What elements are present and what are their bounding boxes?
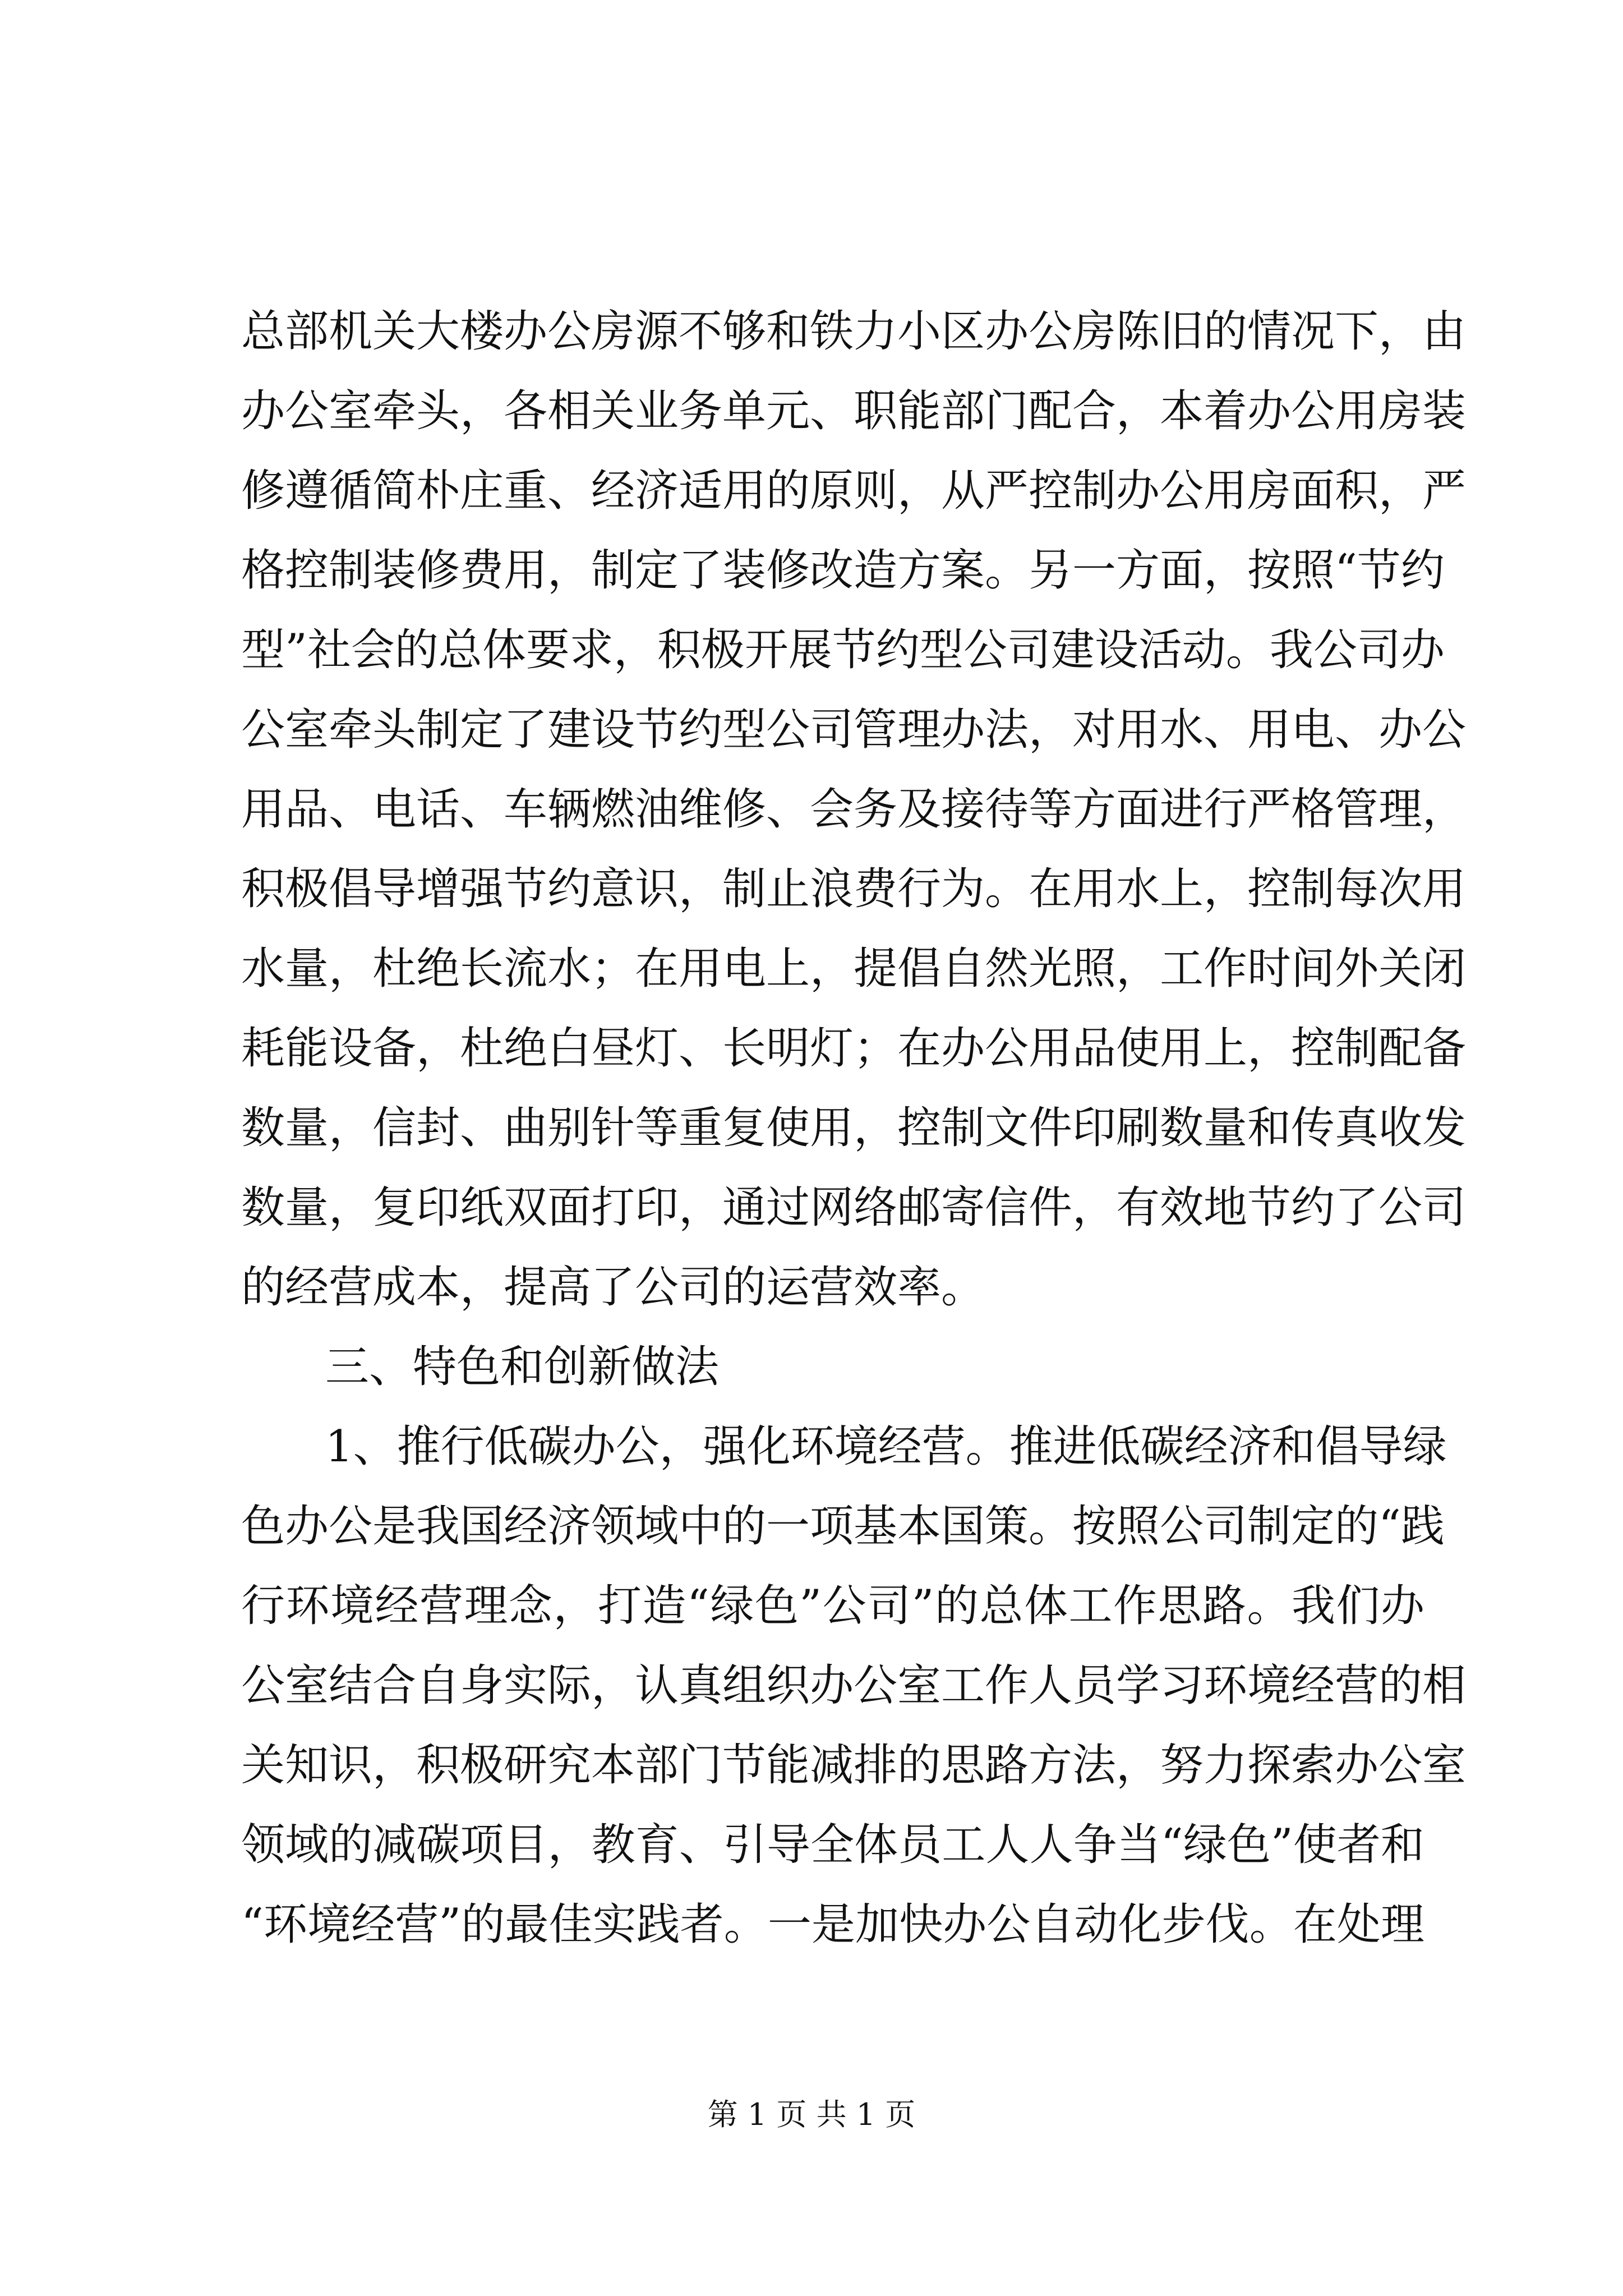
text-line: 领域的减碳项目，教育、引导全体员工人人争当“绿色”使者和	[241, 1820, 1424, 1870]
text-line: 总部机关大楼办公房源不够和铁力小区办公房陈旧的情况下，由	[241, 306, 1467, 357]
text-line: 修遵循简朴庄重、经济适用的原则，从严控制办公用房面积，严	[241, 466, 1467, 516]
text-line: “环境经营”的最佳实践者。一是加快办公自动化步伐。在处理	[241, 1899, 1424, 1950]
text-line: 积极倡导增强节约意识，制止浪费行为。在用水上，控制每次用	[241, 864, 1467, 914]
text-line: 数量，信封、曲别针等重复使用，控制文件印刷数量和传真收发	[241, 1103, 1467, 1153]
section-heading: 三、特色和创新做法	[325, 1342, 720, 1392]
page-number-footer: 第 1 页 共 1 页	[707, 2097, 916, 2132]
text-line: 型”社会的总体要求，积极开展节约型公司建设活动。我公司办	[241, 625, 1445, 675]
text-line: 公室牵头制定了建设节约型公司管理办法，对用水、用电、办公	[241, 705, 1467, 755]
text-line: 数量，复印纸双面打印，通过网络邮寄信件，有效地节约了公司	[241, 1182, 1467, 1233]
text-line: 行环境经营理念，打造“绿色”公司”的总体工作思路。我们办	[241, 1581, 1424, 1631]
text-line: 的经营成本，提高了公司的运营效率。	[241, 1262, 985, 1313]
text-line: 水量，杜绝长流水；在用电上，提倡自然光照，工作时间外关闭	[241, 944, 1467, 994]
text-line: 用品、电话、车辆燃油维修、会务及接待等方面进行严格管理，	[241, 784, 1467, 835]
text-line: 公室结合自身实际，认真组织办公室工作人员学习环境经营的相	[241, 1660, 1467, 1711]
body-text	[241, 292, 1467, 1964]
text-line: 耗能设备，杜绝白昼灯、长明灯；在办公用品使用上，控制配备	[241, 1023, 1467, 1074]
text-line: 1、推行低碳办公，强化环境经营。推进低碳经济和倡导绿	[325, 1421, 1447, 1472]
text-line: 关知识，积极研究本部门节能减排的思路方法，努力探索办公室	[241, 1740, 1467, 1791]
text-line: 格控制装修费用，制定了装修改造方案。另一方面，按照“节约	[241, 545, 1445, 596]
text-line: 办公室牵头，各相关业务单元、职能部门配合，本着办公用房装	[241, 386, 1467, 436]
text-line: 色办公是我国经济领域中的一项基本国策。按照公司制定的“践	[241, 1501, 1445, 1552]
